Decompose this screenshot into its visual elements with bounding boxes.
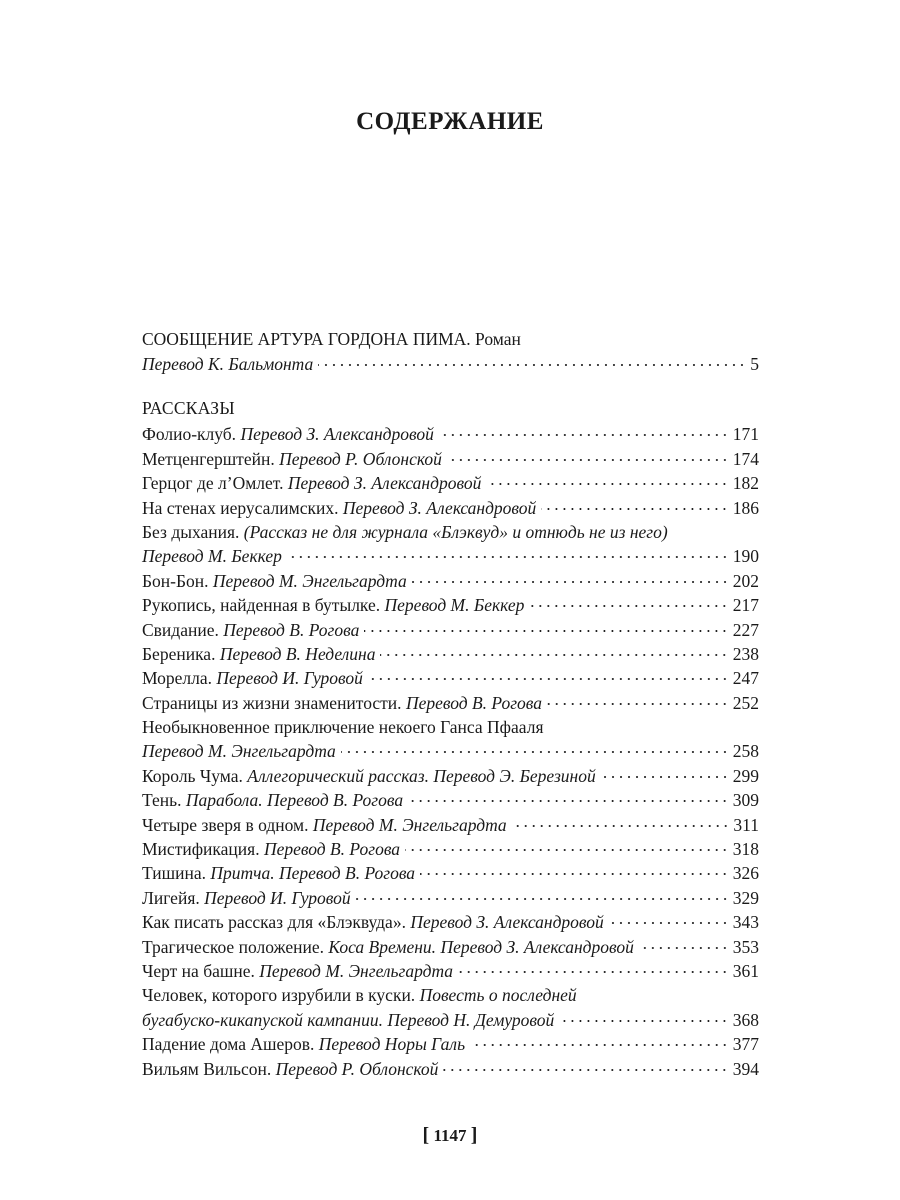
- novel-translator-line: [142, 352, 759, 376]
- toc-entry[interactable]: [142, 496, 759, 520]
- toc-entry-row: [142, 593, 759, 617]
- toc-entry-title: На стенах иерусалимских.: [142, 497, 339, 518]
- toc-entry[interactable]: [142, 1032, 759, 1056]
- table-of-contents: [142, 326, 759, 1081]
- toc-entry-text: [142, 569, 407, 593]
- novel-entry[interactable]: [142, 326, 759, 376]
- toc-entry-translator: Перевод М. Беккер: [142, 546, 282, 567]
- toc-entry-text: [142, 544, 282, 568]
- toc-entry[interactable]: [142, 959, 759, 983]
- toc-entry-translator: Перевод З. Александровой: [342, 497, 537, 518]
- toc-entry-page: 329: [732, 887, 759, 908]
- toc-entry-page: 217: [732, 595, 759, 616]
- toc-entry[interactable]: [142, 788, 759, 812]
- toc-entry-title: Рукопись, найденная в бутылке.: [142, 595, 381, 616]
- dot-leader: [405, 849, 729, 851]
- toc-entry-translator: Перевод Н. Демуровой: [387, 1009, 555, 1030]
- dot-leader: [420, 873, 729, 875]
- toc-entry[interactable]: [142, 1057, 759, 1081]
- toc-entry-subtitle-cont: бугабуско-кикапуской кампании.: [142, 1009, 383, 1030]
- dot-leader: [439, 434, 729, 436]
- toc-entry-page: 258: [732, 741, 759, 762]
- dot-leader: [458, 971, 729, 973]
- toc-entry[interactable]: [142, 447, 759, 471]
- toc-entry-row: [142, 935, 759, 959]
- dot-leader: [559, 1020, 728, 1022]
- toc-entry-translator: Перевод М. Энгельгардта: [312, 814, 507, 835]
- toc-entry-row: [142, 764, 759, 788]
- toc-entry-translator: Перевод З. Александровой: [287, 473, 482, 494]
- toc-entry-page: 190: [732, 546, 759, 567]
- toc-entry-line: [142, 983, 759, 1007]
- toc-entry-title: Как писать рассказ для «Блэквуда».: [142, 912, 406, 933]
- dot-leader: [287, 556, 729, 558]
- toc-entry-row: [142, 1008, 759, 1032]
- toc-entry-page: 377: [732, 1034, 759, 1055]
- toc-entry[interactable]: [142, 618, 759, 642]
- toc-entry-page: 238: [732, 643, 759, 664]
- toc-entry-translator: Перевод Р. Облонской: [279, 448, 442, 469]
- toc-entry-text: [142, 813, 507, 837]
- toc-entry-translator: Перевод З. Александровой: [410, 912, 604, 933]
- dot-leader: [356, 898, 729, 900]
- toc-entry-row: [142, 959, 759, 983]
- toc-entry-subtitle: Коса Времени.: [328, 936, 437, 957]
- toc-entry-text: [142, 593, 524, 617]
- toc-entry-title: Король Чума.: [142, 765, 243, 786]
- toc-entry-title: Человек, которого изрубили в куски.: [142, 985, 416, 1006]
- page-title: СОДЕРЖАНИЕ: [356, 108, 544, 135]
- story-list: [142, 422, 759, 1081]
- toc-entry-title: Необыкновенное приключение некоего Ганса Пфааля: [142, 717, 544, 738]
- toc-entry-text: [142, 642, 375, 666]
- dot-leader: [412, 581, 729, 583]
- toc-entry-translator: Перевод В. Рогова: [405, 692, 543, 713]
- toc-entry-title: Свидание.: [142, 619, 219, 640]
- novel-translator: Перевод К. Бальмонта: [142, 354, 314, 374]
- toc-entry-page: 186: [732, 497, 759, 518]
- toc-entry-translator: Перевод З. Александровой: [440, 936, 634, 957]
- toc-entry-row: [142, 886, 759, 910]
- toc-entry-title: Морелла.: [142, 668, 212, 689]
- toc-entry-subtitle: Повесть о последней: [419, 985, 577, 1006]
- toc-entry-text: [142, 1032, 465, 1056]
- section-heading: РАССКАЗЫ: [142, 398, 235, 419]
- toc-entry-title: Четыре зверя в одном.: [142, 814, 309, 835]
- toc-entry-title: Метценгерштейн.: [142, 448, 275, 469]
- toc-entry-row: [142, 837, 759, 861]
- dot-leader: [368, 678, 729, 680]
- toc-entry-text: [142, 837, 400, 861]
- toc-entry-line: [142, 520, 759, 544]
- toc-entry-translator: Перевод В. Рогова: [278, 863, 416, 884]
- toc-entry-text: [142, 666, 363, 690]
- toc-entry-text: [142, 618, 359, 642]
- toc-entry-row: [142, 1057, 759, 1081]
- toc-entry-title: Без дыхания.: [142, 521, 240, 542]
- toc-entry-row: [142, 569, 759, 593]
- dot-leader: [408, 800, 729, 802]
- toc-entry-translator: Перевод М. Энгельгардта: [212, 570, 407, 591]
- toc-entry[interactable]: [142, 642, 759, 666]
- toc-entry-row: [142, 861, 759, 885]
- dot-leader: [318, 364, 746, 366]
- novel-title-line: [142, 326, 759, 352]
- toc-entry-page: 227: [732, 619, 759, 640]
- dot-leader: [380, 654, 728, 656]
- toc-entry-text: [142, 886, 351, 910]
- toc-entry[interactable]: [142, 520, 759, 569]
- toc-entry-text: [142, 959, 453, 983]
- toc-entry-row: [142, 666, 759, 690]
- toc-entry-text: [142, 910, 604, 934]
- dot-leader: [512, 825, 730, 827]
- toc-entry-translator: Перевод Э. Березиной: [433, 765, 596, 786]
- toc-entry-title: Береника.: [142, 643, 216, 664]
- toc-entry-subtitle: Притча.: [210, 863, 275, 884]
- toc-entry-title: Вильям Вильсон.: [142, 1058, 272, 1079]
- dot-leader: [529, 605, 728, 607]
- toc-entry[interactable]: [142, 910, 759, 934]
- toc-entry-text: [142, 447, 442, 471]
- toc-entry[interactable]: [142, 935, 759, 959]
- toc-entry-subtitle: (Рассказ не для журнала «Блэквуд» и отнюдь не из него): [243, 521, 668, 542]
- toc-entry-row: [142, 813, 759, 837]
- toc-entry-translator: Перевод М. Энгельгардта: [259, 960, 454, 981]
- toc-entry-title: Страницы из жизни знаменитости.: [142, 692, 402, 713]
- toc-entry-row: [142, 691, 759, 715]
- toc-entry[interactable]: [142, 886, 759, 910]
- dot-leader: [541, 508, 728, 510]
- toc-entry-row: [142, 496, 759, 520]
- toc-entry-row: [142, 739, 759, 763]
- toc-entry-page: 394: [732, 1058, 759, 1079]
- toc-entry-title: Герцог де л’Омлет.: [142, 473, 284, 494]
- toc-entry-text: [142, 691, 542, 715]
- page-number-bracket-open: [: [422, 1124, 430, 1146]
- toc-entry-title: Тень.: [142, 790, 182, 811]
- novel-page: 5: [750, 354, 759, 374]
- toc-entry[interactable]: [142, 422, 759, 446]
- toc-entry[interactable]: [142, 983, 759, 1032]
- toc-entry-text: [142, 935, 634, 959]
- toc-entry-title: Фолио-клуб.: [142, 424, 237, 445]
- toc-entry-translator: Перевод В. Рогова: [263, 839, 401, 860]
- toc-entry-translator: Перевод И. Гуровой: [204, 887, 351, 908]
- page-number: [0, 1124, 900, 1147]
- dot-leader: [341, 751, 729, 753]
- toc-entry-text: [142, 1057, 438, 1081]
- dot-leader: [470, 1044, 729, 1046]
- toc-entry-row: [142, 471, 759, 495]
- dot-leader: [639, 947, 729, 949]
- toc-entry-translator: Перевод В. Рогова: [223, 619, 360, 640]
- toc-entry-row: [142, 618, 759, 642]
- toc-entry-subtitle: Парабола.: [185, 790, 263, 811]
- toc-entry[interactable]: [142, 715, 759, 764]
- toc-entry-page: 311: [733, 814, 759, 835]
- toc-entry-translator: Перевод Норы Галь: [318, 1034, 466, 1055]
- toc-entry[interactable]: [142, 569, 759, 593]
- toc-entry-row: [142, 642, 759, 666]
- dot-leader: [601, 776, 729, 778]
- dot-leader: [486, 483, 728, 485]
- toc-entry-row: [142, 447, 759, 471]
- toc-entry[interactable]: [142, 861, 759, 885]
- dot-leader: [364, 630, 728, 632]
- toc-entry-translator: Перевод И. Гуровой: [216, 668, 363, 689]
- toc-entry-translator: Перевод В. Рогова: [267, 790, 404, 811]
- toc-entry-translator: Перевод Р. Облонской: [275, 1058, 439, 1079]
- toc-entry-translator: Перевод З. Александровой: [240, 424, 434, 445]
- toc-entry-title: Мистификация.: [142, 839, 260, 860]
- toc-entry-text: [142, 1008, 554, 1032]
- toc-entry-row: [142, 788, 759, 812]
- toc-entry-row: [142, 910, 759, 934]
- toc-entry[interactable]: [142, 471, 759, 495]
- toc-entry[interactable]: [142, 764, 759, 788]
- toc-entry-page: 247: [732, 668, 759, 689]
- toc-entry-page: 171: [732, 424, 759, 445]
- toc-entry-row: [142, 1032, 759, 1056]
- toc-entry-text: [142, 422, 434, 446]
- dot-leader: [609, 922, 729, 924]
- toc-entry-subtitle: Аллегорический рассказ.: [247, 765, 429, 786]
- toc-entry-title: Черт на башне.: [142, 960, 255, 981]
- toc-entry-title: Бон-Бон.: [142, 570, 209, 591]
- toc-entry[interactable]: [142, 837, 759, 861]
- toc-entry-text: [142, 861, 415, 885]
- dot-leader: [443, 1069, 728, 1071]
- toc-entry[interactable]: [142, 813, 759, 837]
- toc-entry-page: 353: [732, 936, 759, 957]
- toc-entry[interactable]: [142, 593, 759, 617]
- toc-entry-page: 318: [732, 839, 759, 860]
- toc-entry-title: Лигейя.: [142, 887, 200, 908]
- toc-entry-line: [142, 715, 759, 739]
- toc-entry-title: Падение дома Ашеров.: [142, 1034, 315, 1055]
- dot-leader: [547, 703, 729, 705]
- toc-entry[interactable]: [142, 666, 759, 690]
- toc-entry-title: Тишина.: [142, 863, 206, 884]
- toc-entry-text: [142, 764, 596, 788]
- toc-entry-page: 252: [732, 692, 759, 713]
- toc-entry-row: [142, 422, 759, 446]
- toc-entry-text: [142, 788, 403, 812]
- toc-entry-page: 299: [732, 765, 759, 786]
- toc-entry-page: 326: [732, 863, 759, 884]
- toc-entry-page: 368: [732, 1009, 759, 1030]
- page-number-bracket-close: ]: [470, 1124, 478, 1146]
- page-number-value: 1147: [433, 1126, 467, 1145]
- toc-entry-translator: Перевод В. Неделина: [219, 643, 376, 664]
- toc-entry-text: [142, 496, 536, 520]
- novel-genre: Роман: [475, 329, 521, 349]
- toc-entry-title: Трагическое положение.: [142, 936, 325, 957]
- toc-entry[interactable]: [142, 691, 759, 715]
- toc-entry-page: 182: [732, 473, 759, 494]
- toc-entry-page: 202: [732, 570, 759, 591]
- toc-entry-page: 361: [732, 960, 759, 981]
- toc-entry-text: [142, 471, 481, 495]
- toc-entry-row: [142, 544, 759, 568]
- toc-entry-text: [142, 739, 336, 763]
- toc-entry-page: 343: [732, 912, 759, 933]
- toc-entry-translator: Перевод М. Энгельгардта: [142, 741, 336, 762]
- novel-title: СООБЩЕНИЕ АРТУРА ГОРДОНА ПИМА.: [142, 329, 471, 349]
- toc-entry-page: 309: [732, 790, 759, 811]
- toc-entry-page: 174: [732, 448, 759, 469]
- toc-entry-translator: Перевод М. Беккер: [384, 595, 525, 616]
- dot-leader: [447, 459, 729, 461]
